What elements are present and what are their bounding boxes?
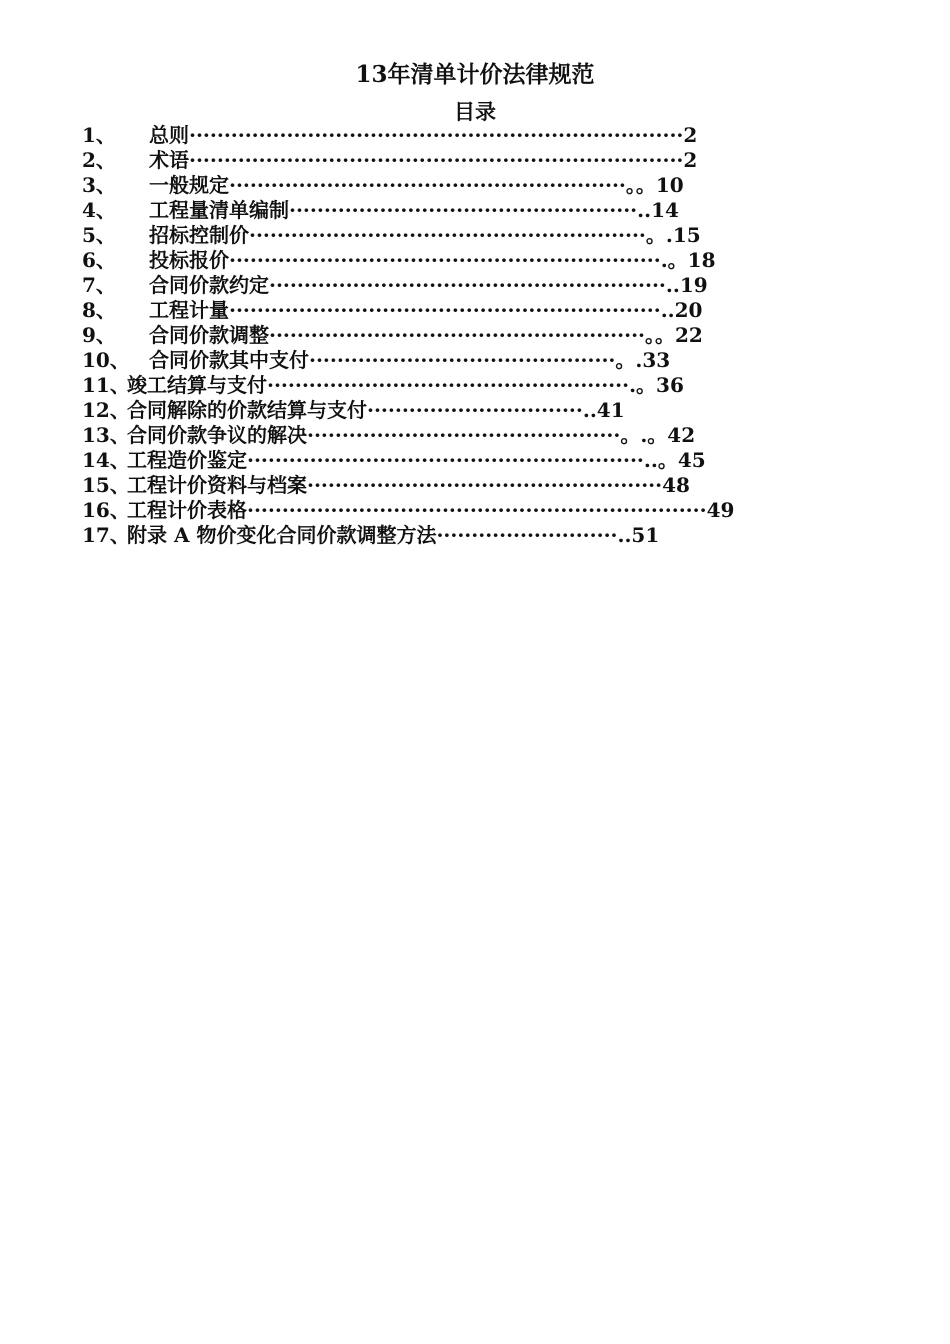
toc-entry-leader: ·························· xyxy=(436,523,618,547)
toc-entry-leader: ························································· xyxy=(249,223,646,247)
toc-entry-number: 8、 xyxy=(82,298,116,322)
toc-entry-leader: ······························· xyxy=(367,398,583,422)
toc-entry-title: 总则·······································································2 xyxy=(149,123,698,147)
toc-entry-leader: ···················································· xyxy=(267,373,630,397)
toc-entry xyxy=(82,248,762,273)
toc-entry-page: 48 xyxy=(662,473,690,497)
toc-entry xyxy=(82,323,762,348)
toc-entry-leader: ························································· xyxy=(247,448,644,472)
toc-entry xyxy=(82,448,762,473)
toc-entry-leader: ············································ xyxy=(309,348,616,372)
toc-entry xyxy=(82,523,762,548)
toc-entry-number: 6、 xyxy=(82,248,116,272)
toc-entry-page: 2 xyxy=(683,123,698,147)
toc-entry-title: 术语·······································································2 xyxy=(149,148,698,172)
toc-entry-page: 。。22 xyxy=(645,323,703,347)
toc-entry xyxy=(82,498,762,523)
toc-entry-title: 合同价款其中支付············································。.33 xyxy=(149,348,671,372)
toc-entry-page: 。.15 xyxy=(645,223,701,247)
toc-entry-number: 2、 xyxy=(82,148,116,172)
toc-entry-title: 招标控制价·························································。.15 xyxy=(149,223,701,247)
toc-entry-page: 。.33 xyxy=(615,348,671,372)
toc-entry-number: 3、 xyxy=(82,173,116,197)
toc-entry-number: 17、 xyxy=(82,523,130,547)
toc-entry-title: 工程计量······························································..20 xyxy=(149,298,703,322)
toc-entry-page: ..51 xyxy=(617,523,660,547)
toc-entry-page: .。18 xyxy=(660,248,716,272)
toc-entry-leader: ·················································· xyxy=(289,198,638,222)
toc-entry-title: 合同价款约定·························································..19 xyxy=(149,273,708,297)
toc-entry-number: 1、 xyxy=(82,123,116,147)
toc-entry-leader: ·································································· xyxy=(247,498,707,522)
toc-entry-page: 。.。42 xyxy=(620,423,696,447)
toc-entry-number: 13、 xyxy=(82,423,130,447)
toc-entry xyxy=(82,298,762,323)
toc-entry-number: 14、 xyxy=(82,448,130,472)
toc-entry-title: 工程计价表格··································································49 xyxy=(127,498,735,522)
toc-entry-title: 工程量清单编制··················································..14 xyxy=(149,198,679,222)
toc-entry-title: 工程计价资料与档案···················································48 xyxy=(127,473,690,497)
toc-entry-title: 合同价款调整······················································。。22 xyxy=(149,323,703,347)
toc-entry xyxy=(82,373,762,398)
toc-entry xyxy=(82,223,762,248)
toc-entry-page: ..14 xyxy=(637,198,679,222)
toc-entry-page: ..41 xyxy=(582,398,625,422)
toc-entry xyxy=(82,398,762,423)
toc-entry-number: 9、 xyxy=(82,323,116,347)
toc-entry-title: 合同价款争议的解决·············································。.。42 xyxy=(127,423,696,447)
toc-entry xyxy=(82,148,762,173)
toc-entry-number: 11、 xyxy=(82,373,130,397)
toc-entry-leader: ························································· xyxy=(229,173,626,197)
toc-entry-leader: ············································· xyxy=(307,423,621,447)
toc-entry xyxy=(82,123,762,148)
toc-entry-page: 49 xyxy=(706,498,735,522)
toc-entry-leader: ······························································ xyxy=(229,298,661,322)
toc-entry-number: 4、 xyxy=(82,198,116,222)
toc-entry xyxy=(82,473,762,498)
toc-entry-title: 一般规定·························································。。10 xyxy=(149,173,684,197)
toc-entry-number: 10、 xyxy=(82,348,130,372)
page-title: 13年清单计价法律规范 xyxy=(355,61,595,88)
toc-entry-title: 合同解除的价款结算与支付·······························..41 xyxy=(127,398,625,422)
toc-entry xyxy=(82,423,762,448)
toc-entry-leader: ······································································· xyxy=(189,123,684,147)
toc-entry-page: ..19 xyxy=(665,273,708,297)
toc-entry-page: .。36 xyxy=(629,373,684,397)
toc-entry-number: 16、 xyxy=(82,498,130,522)
toc-entry-title: 投标报价······························································.。18 xyxy=(149,248,716,272)
toc-entry-page: 。。10 xyxy=(625,173,684,197)
toc-heading: 目录 xyxy=(454,99,496,124)
toc-entry-title: 附录 A 物价变化合同价款调整方法··························..51 xyxy=(127,523,660,547)
toc-entry-leader: ························································· xyxy=(269,273,666,297)
toc-entry-page: ..。45 xyxy=(643,448,706,472)
toc-entry-leader: ······································································· xyxy=(189,148,684,172)
toc-entry-number: 12、 xyxy=(82,398,130,422)
toc-entry-leader: ······················································ xyxy=(269,323,645,347)
toc-entry-page: 2 xyxy=(683,148,698,172)
toc-entry-number: 5、 xyxy=(82,223,116,247)
toc-entry-number: 7、 xyxy=(82,273,116,297)
toc-entry xyxy=(82,173,762,198)
toc-entry-title: 竣工结算与支付····················································.。36 xyxy=(127,373,684,397)
toc-entry-title: 工程造价鉴定·························································..。45 xyxy=(127,448,706,472)
table-of-contents xyxy=(82,123,762,548)
toc-entry xyxy=(82,198,762,223)
toc-entry xyxy=(82,273,762,298)
toc-entry-leader: ··················································· xyxy=(307,473,663,497)
toc-entry xyxy=(82,348,762,373)
toc-entry-leader: ······························································ xyxy=(229,248,661,272)
toc-entry-number: 15、 xyxy=(82,473,130,497)
toc-entry-page: ..20 xyxy=(660,298,703,322)
